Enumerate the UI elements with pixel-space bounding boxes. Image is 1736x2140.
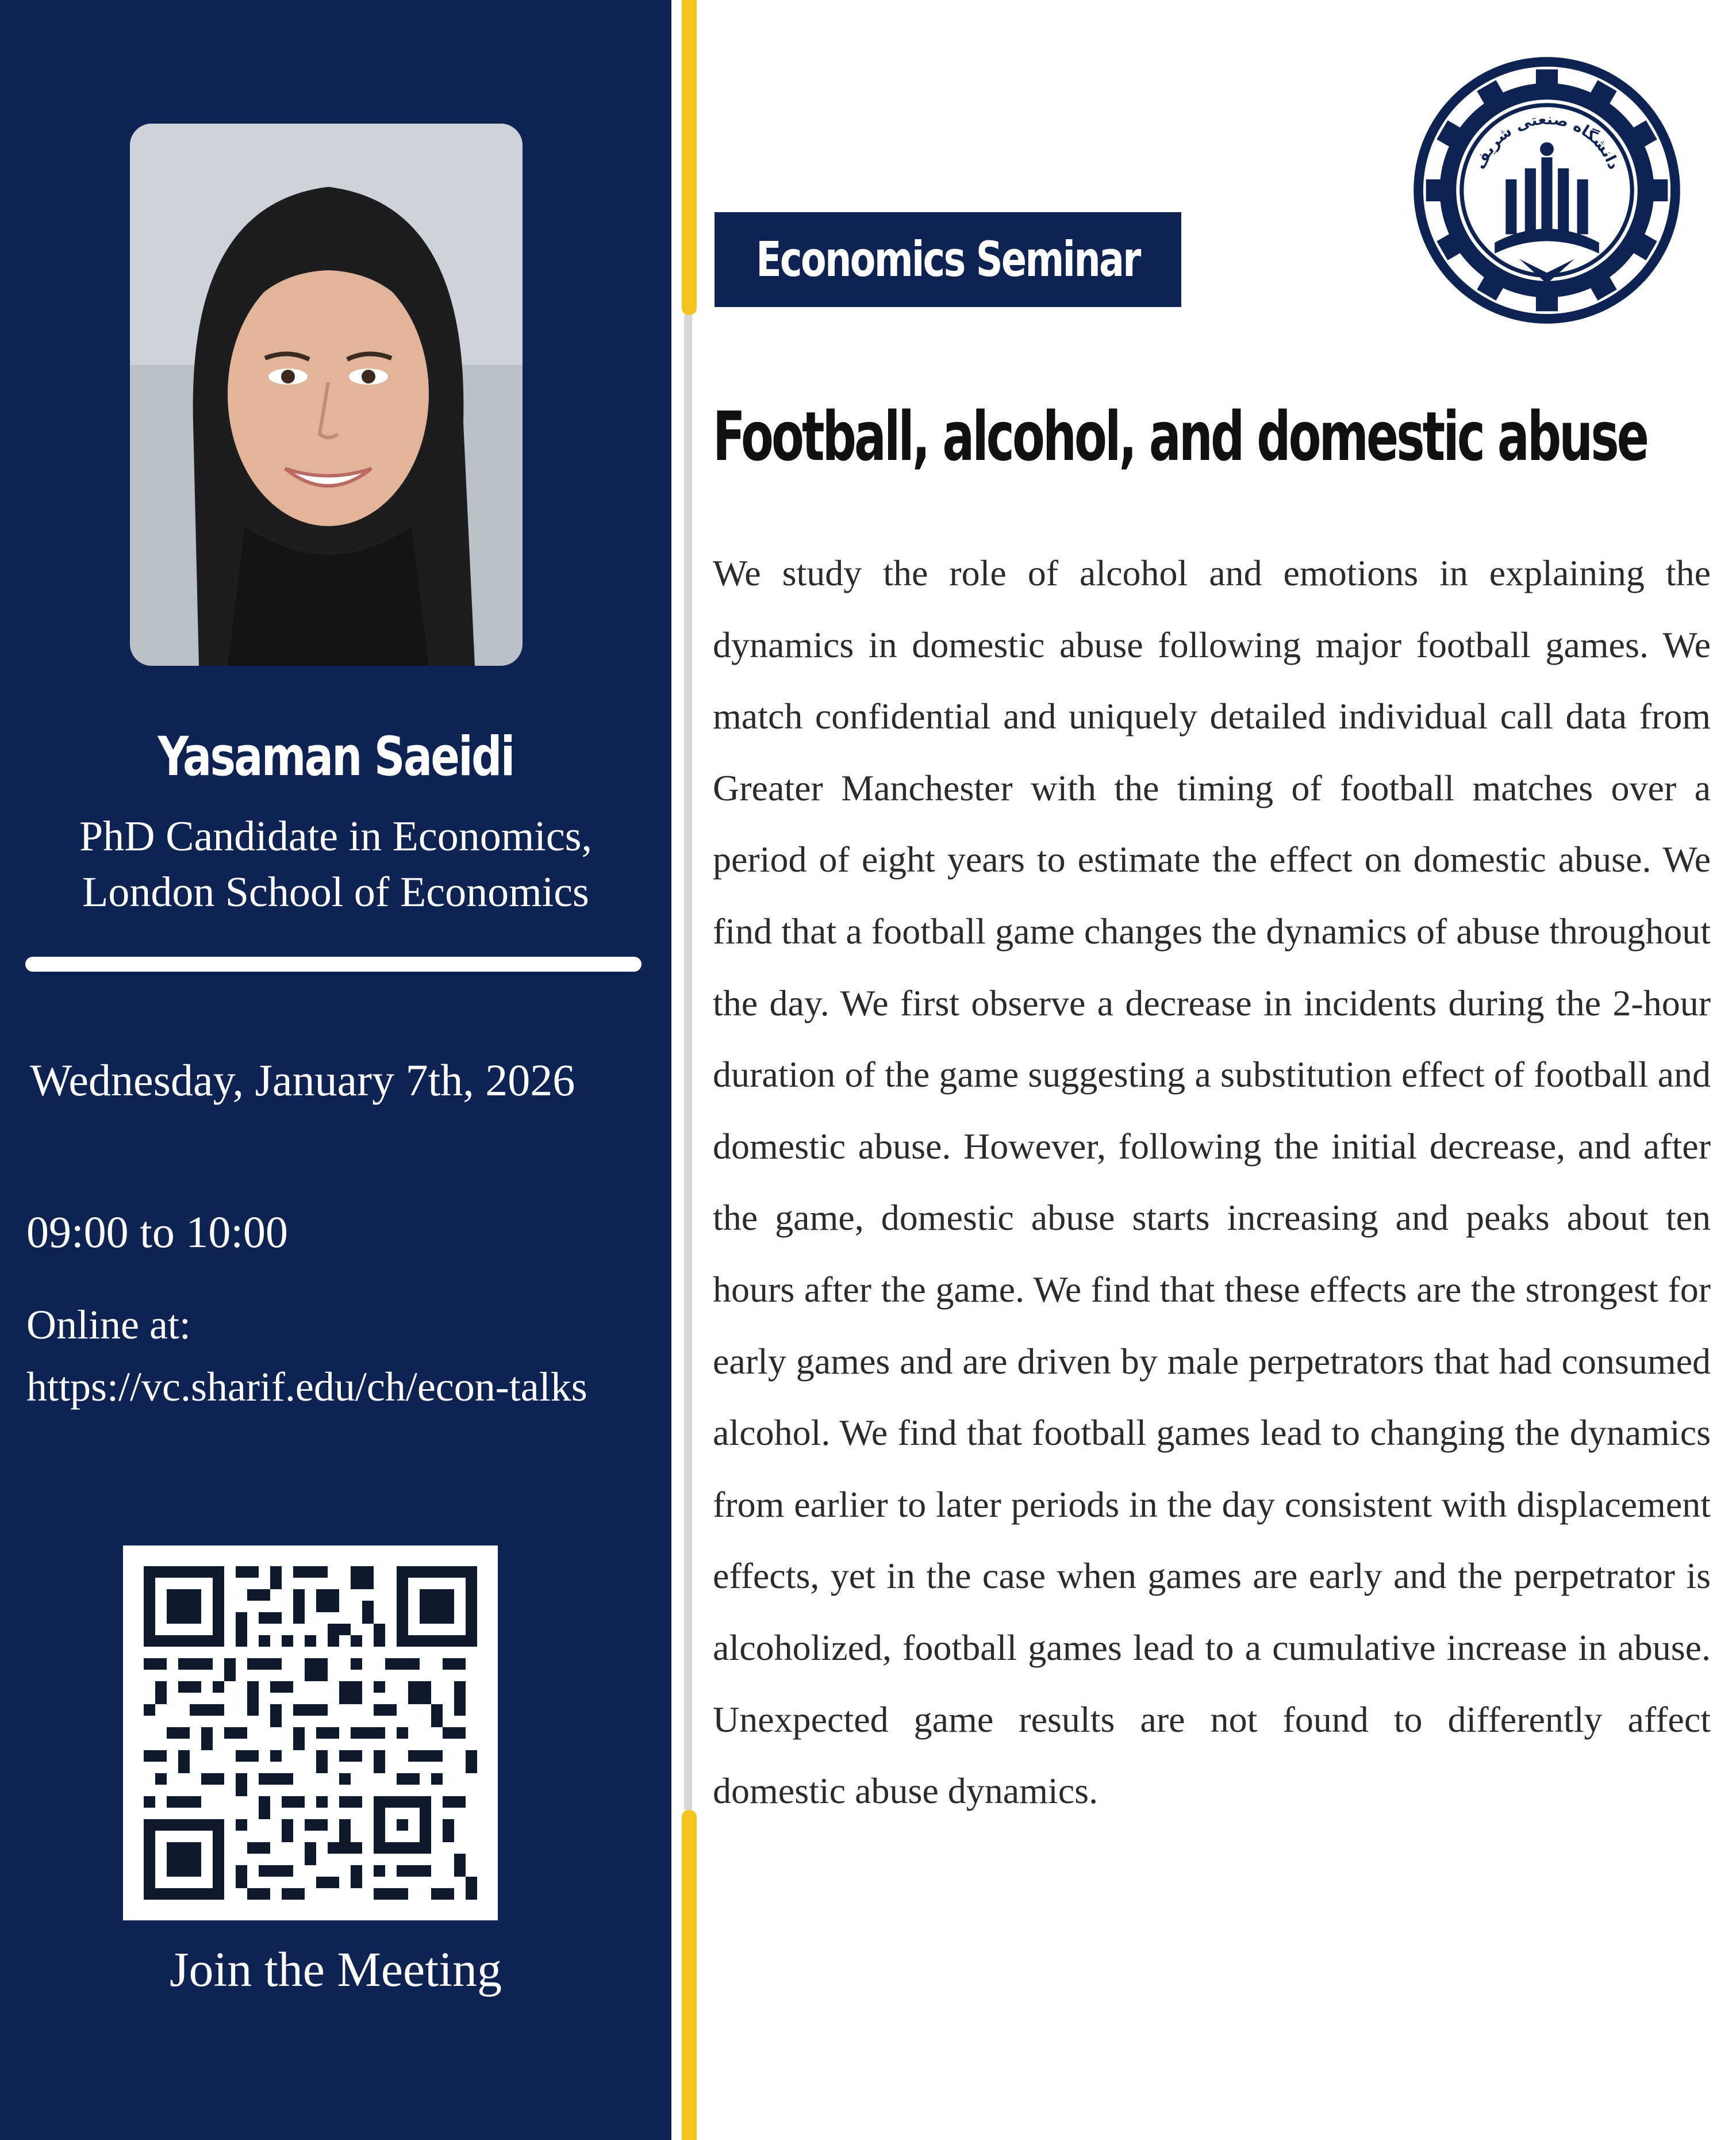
svg-text:دانشگاه صنعتی شریف: دانشگاه صنعتی شریف: [1471, 111, 1623, 172]
accent-bar-bottom: [682, 1810, 697, 2140]
qr-code-icon: [144, 1566, 477, 1900]
divider: [25, 957, 642, 972]
online-label: Online at:: [26, 1302, 191, 1348]
meeting-qr-code[interactable]: [123, 1545, 498, 1920]
online-url-link[interactable]: https://vc.sharif.edu/ch/econ-talks: [26, 1364, 587, 1410]
seminar-badge-label: Economics Seminar: [756, 231, 1140, 287]
speaker-panel: [0, 0, 671, 2140]
speaker-name: Yasaman Saeidi: [158, 726, 514, 788]
speaker-position: PhD Candidate in Economics,: [79, 813, 592, 860]
event-date: Wednesday, January 7th, 2026: [30, 1055, 575, 1105]
speaker-affiliation: London School of Economics: [82, 869, 589, 916]
speaker-photo: [130, 124, 523, 666]
speaker-portrait-illustration: [130, 124, 523, 666]
accent-rail: [684, 315, 692, 1810]
join-meeting-caption[interactable]: Join the Meeting: [169, 1942, 502, 1997]
talk-abstract: We study the role of alcohol and emotions in explaining the dynamics in domestic abuse following major football games. We match confidential and uniquely detailed individual call data from Greater Manchester with the timing of football matches over a period of eight years to estimate the effect on domestic abuse. We find that a football game changes the dynamics of abuse throughout the day. We first observe a decrease in incidents during the 2-hour duration of the game suggesting a substitution effect of football and domestic abuse. However, following the initial decrease, and after the game, domestic abuse starts increasing and peaks about ten hours after the game. We find that these effects are the strongest for early games and are driven by male perpetrators that had consumed alcohol. We find that football games lead to changing the dynamics from earlier to later periods in the day consistent with displacement effects, yet in the case when games are early and the perpetrator is alcoholized, football games lead to a cumulative increase in abuse. Unexpected game results are not found to differently affect domestic abuse dynamics.: [713, 553, 1711, 1812]
university-logo: [1409, 53, 1684, 328]
seminar-badge: [715, 212, 1181, 307]
accent-bar-top: [682, 0, 697, 315]
sharif-university-logo-icon: [1409, 53, 1684, 328]
event-time: 09:00 to 10:00: [26, 1207, 289, 1257]
talk-title: Football, alcohol, and domestic abuse: [713, 397, 1647, 476]
